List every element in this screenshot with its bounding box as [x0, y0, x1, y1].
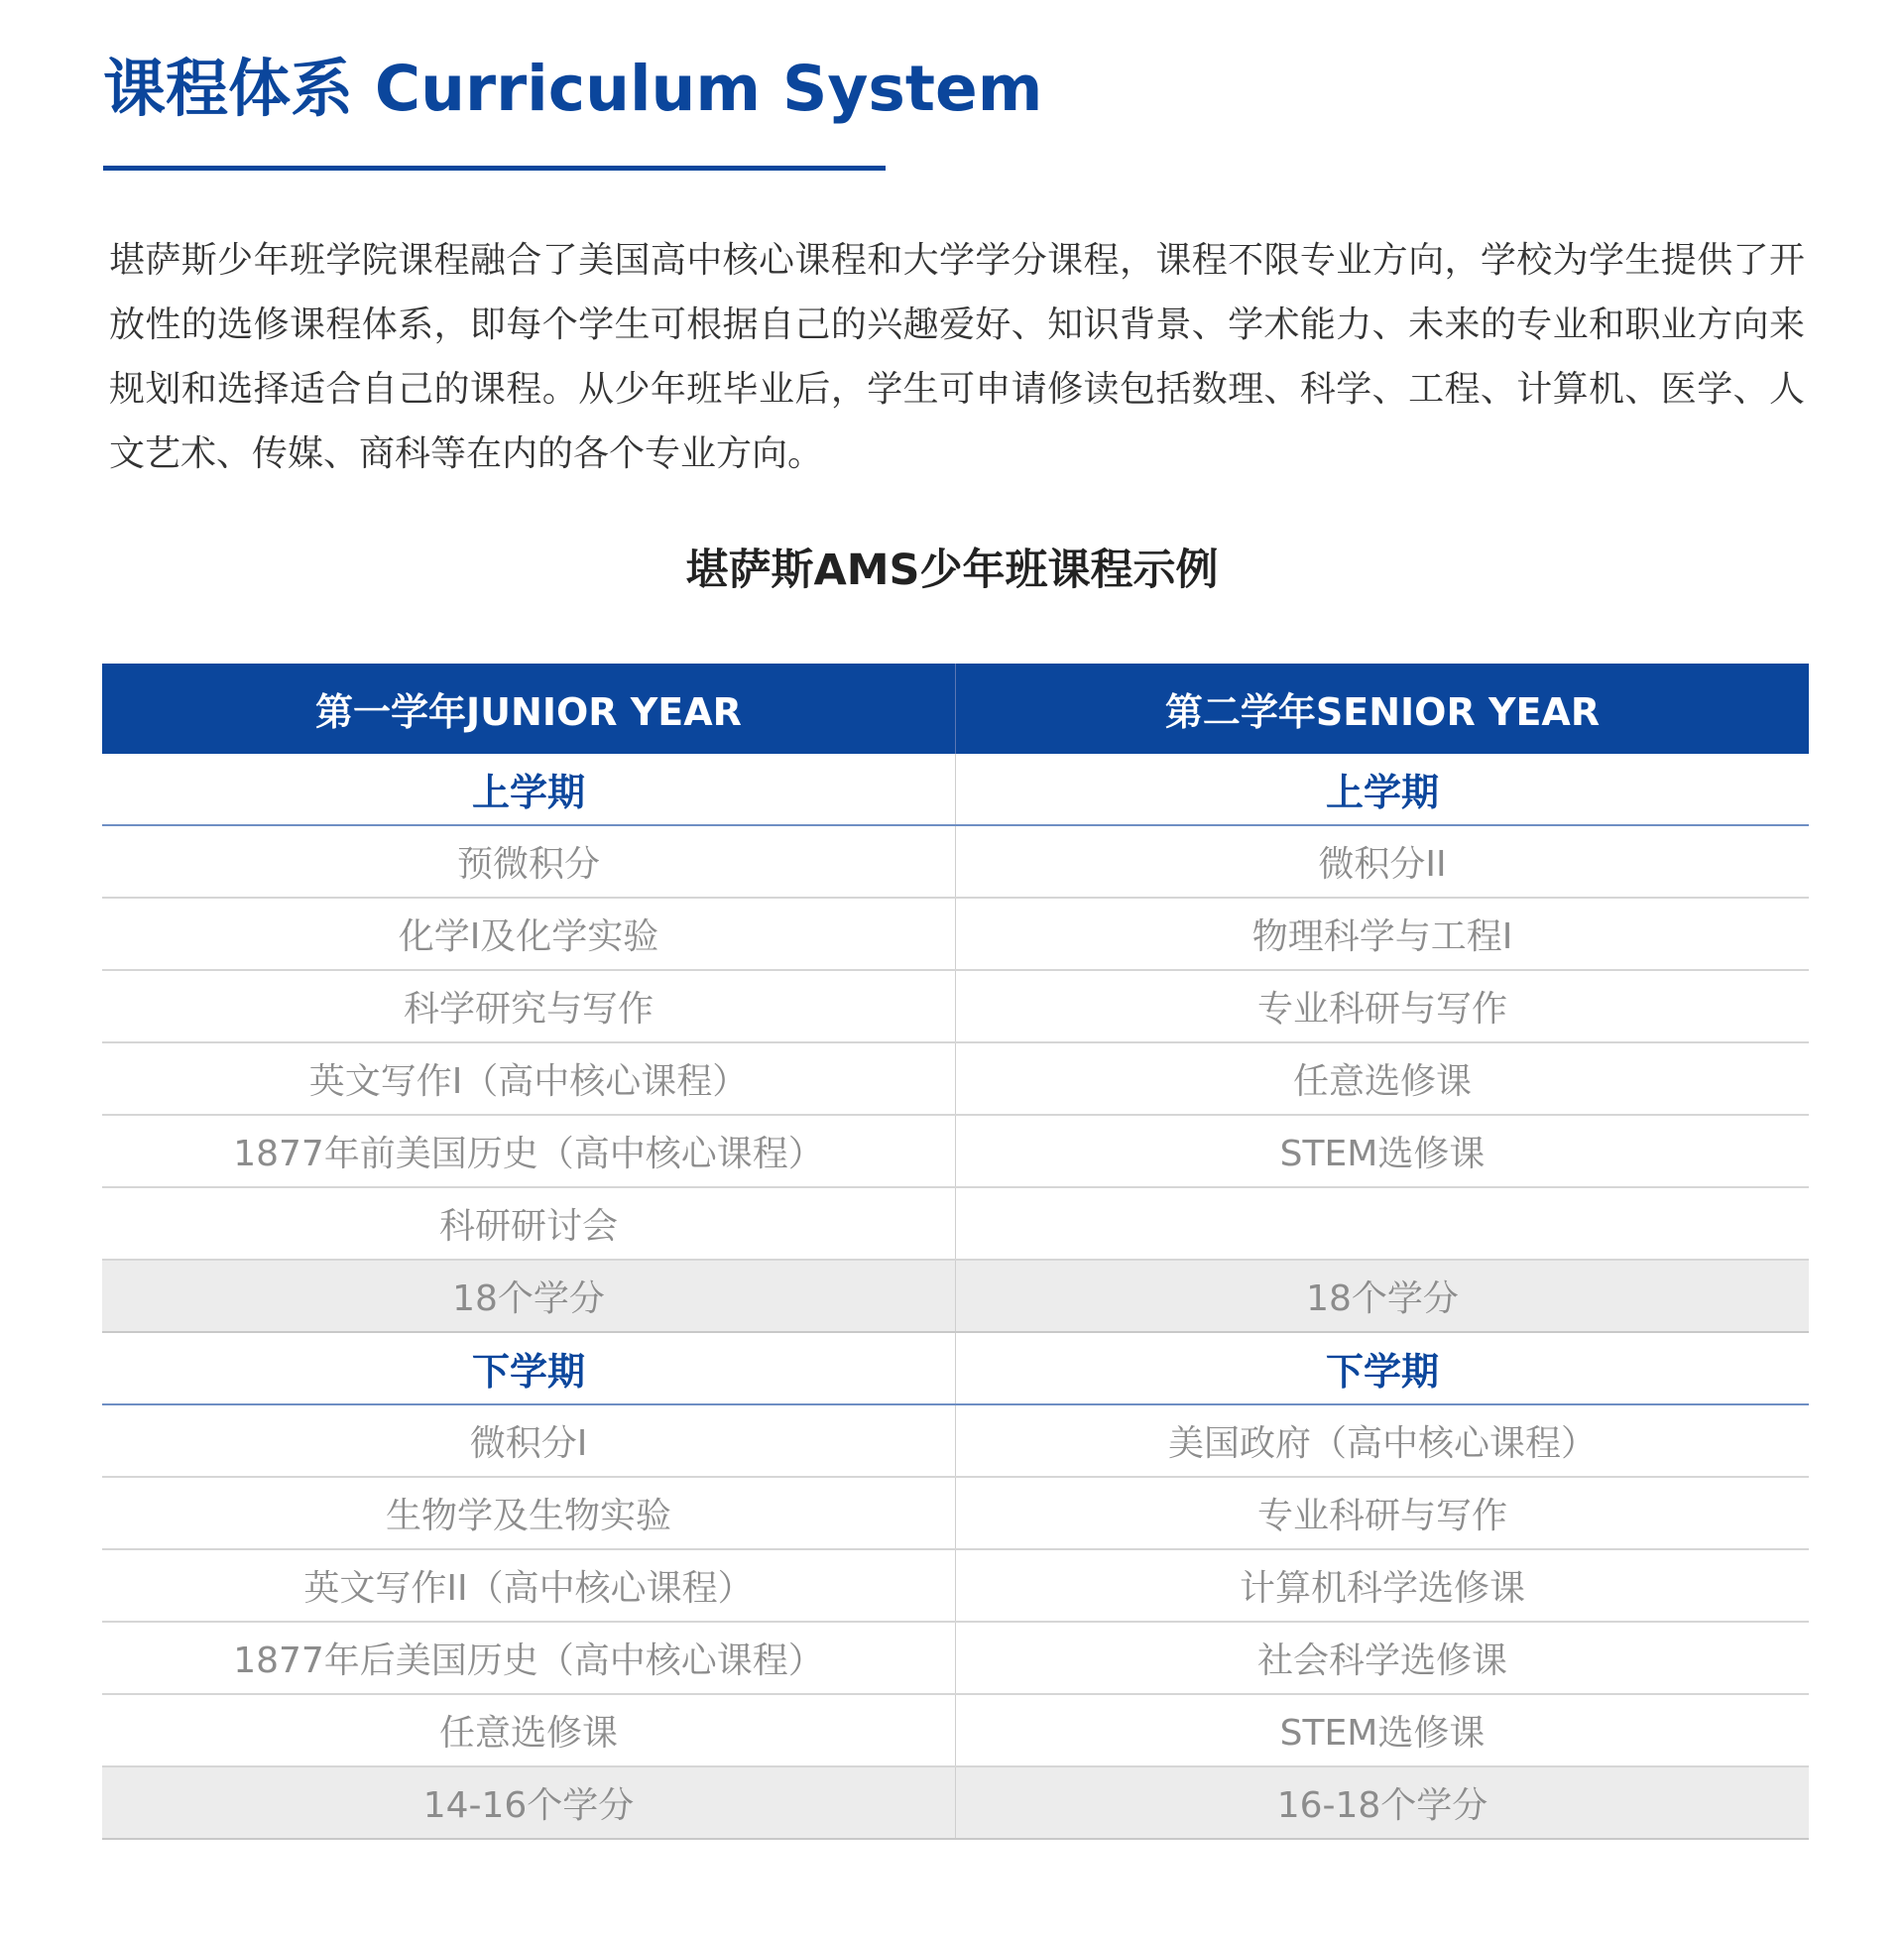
course-cell: 英文写作I（高中核心课程） [102, 1042, 956, 1115]
course-cell: 化学I及化学实验 [102, 898, 956, 970]
fall-term-row [102, 754, 1809, 825]
term-label: 下学期 [956, 1332, 1810, 1404]
course-cell: 科学研究与写作 [102, 970, 956, 1042]
credits-cell: 18个学分 [102, 1260, 956, 1332]
table-row [102, 825, 1809, 898]
course-cell: STEM选修课 [956, 1694, 1810, 1766]
credits-cell: 16-18个学分 [956, 1766, 1810, 1839]
table-row [102, 1404, 1809, 1477]
course-cell: 微积分II [956, 825, 1810, 898]
course-cell: 英文写作II（高中核心课程） [102, 1549, 956, 1622]
junior-year-header: 第一学年JUNIOR YEAR [102, 664, 956, 754]
course-cell: STEM选修课 [956, 1115, 1810, 1187]
course-cell: 预微积分 [102, 825, 956, 898]
table-row [102, 1042, 1809, 1115]
credits-cell: 18个学分 [956, 1260, 1810, 1332]
table-row [102, 1187, 1809, 1260]
title-underline [103, 166, 886, 171]
course-cell: 计算机科学选修课 [956, 1549, 1810, 1622]
table-caption: 堪萨斯AMS少年班课程示例 [685, 546, 1219, 595]
course-cell: 1877年前美国历史（高中核心课程） [102, 1115, 956, 1187]
table-row [102, 1694, 1809, 1766]
table-row [102, 970, 1809, 1042]
table-header-row [102, 664, 1809, 754]
senior-year-header: 第二学年SENIOR YEAR [956, 664, 1810, 754]
course-cell: 1877年后美国历史（高中核心课程） [102, 1622, 956, 1694]
curriculum-table [102, 664, 1809, 1840]
spring-term-row [102, 1332, 1809, 1404]
table-row [102, 1549, 1809, 1622]
course-cell [956, 1187, 1810, 1260]
term-label: 上学期 [956, 754, 1810, 825]
fall-credits-row [102, 1260, 1809, 1332]
course-cell: 任意选修课 [956, 1042, 1810, 1115]
course-cell: 微积分I [102, 1404, 956, 1477]
course-cell: 物理科学与工程I [956, 898, 1810, 970]
page-title: 课程体系 Curriculum System [103, 53, 1043, 125]
course-cell: 科研研讨会 [102, 1187, 956, 1260]
table-row [102, 898, 1809, 970]
course-cell: 生物学及生物实验 [102, 1477, 956, 1549]
course-cell: 专业科研与写作 [956, 1477, 1810, 1549]
table-row [102, 1622, 1809, 1694]
term-label: 上学期 [102, 754, 956, 825]
course-cell: 社会科学选修课 [956, 1622, 1810, 1694]
credits-cell: 14-16个学分 [102, 1766, 956, 1839]
course-cell: 美国政府（高中核心课程） [956, 1404, 1810, 1477]
table-row [102, 1477, 1809, 1549]
table-row [102, 1115, 1809, 1187]
intro-paragraph: 堪萨斯少年班学院课程融合了美国高中核心课程和大学学分课程，课程不限专业方向，学校为学生提供了开放性的选修课程体系，即每个学生可根据自己的兴趣爱好、知识背景、学术能力、未来的专业和职业方向来规划和选择适合自己的课程。从少年班毕业后，学生可申请修读包括数理、科学、工程、计算机、医学、人文艺术、传媒、商科等在内的各个专业方向。 [109, 240, 1805, 474]
course-cell: 任意选修课 [102, 1694, 956, 1766]
term-label: 下学期 [102, 1332, 956, 1404]
course-cell: 专业科研与写作 [956, 970, 1810, 1042]
spring-credits-row [102, 1766, 1809, 1839]
